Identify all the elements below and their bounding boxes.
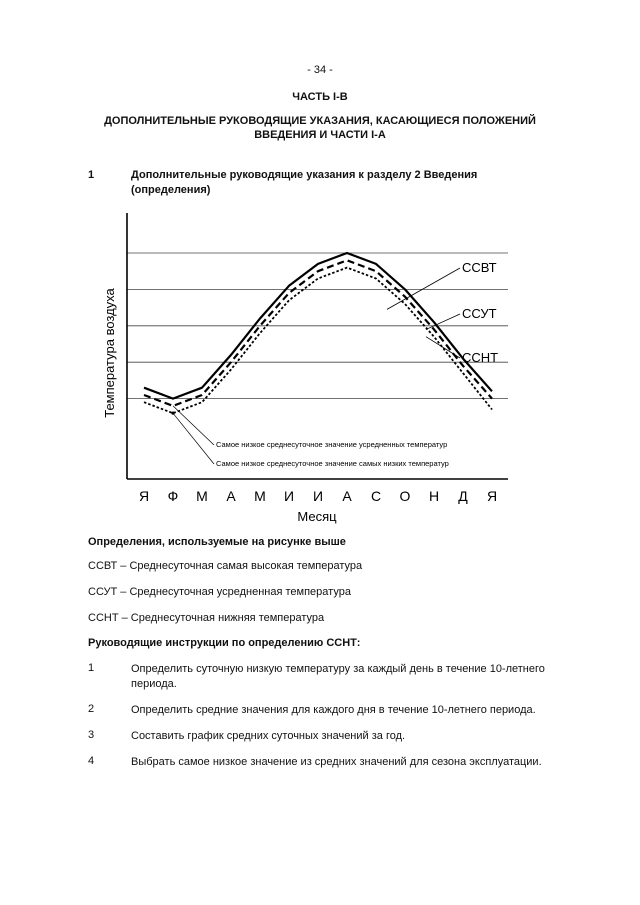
- temperature-chart: [96, 213, 516, 528]
- main-title-line2: ВВЕДЕНИЯ И ЧАСТИ I-A: [254, 129, 386, 141]
- legend-leader: [426, 314, 460, 329]
- annotation-marker: [171, 412, 174, 415]
- x-tick-label: Н: [428, 488, 440, 504]
- x-tick-label: Ф: [167, 488, 179, 504]
- definition-text: – Среднесуточная нижняя температура: [118, 612, 325, 624]
- x-tick-labels: [139, 488, 497, 504]
- legend-label-3: ССНТ: [462, 350, 499, 365]
- x-axis-label: Месяц: [297, 509, 337, 524]
- instruction-text: Составить график средних суточных значений за год.: [131, 730, 406, 742]
- section-title: [131, 168, 571, 198]
- x-tick-label: И: [312, 488, 324, 504]
- x-tick-label: С: [370, 488, 382, 504]
- chart-gridlines: [127, 253, 508, 399]
- x-tick-label: Я: [486, 488, 498, 504]
- instructions-heading: Руководящие инструкции по определению ССНТ:: [88, 637, 361, 649]
- annotation-avg: Самое низкое среднесуточное значение усредненных температур: [216, 440, 448, 449]
- chart-annotations: [171, 406, 448, 468]
- legend-label-2: ССУТ: [462, 306, 497, 321]
- instruction-number: 1: [88, 662, 95, 674]
- instruction-number: 3: [88, 729, 95, 741]
- definitions-heading: Определения, используемые на рисунке выше: [88, 536, 346, 548]
- definition-abbr: ССУТ: [88, 586, 118, 598]
- series-line-2: [144, 260, 492, 406]
- definition-abbr: ССВТ: [88, 560, 118, 572]
- x-tick-label: Д: [458, 488, 468, 504]
- x-tick-label: А: [342, 488, 352, 504]
- section-title-line1: Дополнительные руководящие указания к разделу 2 Введения: [131, 169, 478, 181]
- annotation-low: Самое низкое среднесуточное значение самых низких температур: [216, 459, 449, 468]
- definition-item: [88, 560, 362, 572]
- x-tick-label: М: [254, 488, 266, 504]
- definition-text: – Среднесуточная усредненная температура: [117, 586, 351, 598]
- definition-text: – Среднесуточная самая высокая температура: [117, 560, 363, 572]
- instruction-text: Выбрать самое низкое значение из средних значений для сезона эксплуатации.: [131, 756, 542, 768]
- definition-item: [88, 586, 351, 598]
- x-tick-label: И: [283, 488, 295, 504]
- section-number: 1: [88, 169, 95, 181]
- definition-item: [88, 612, 324, 624]
- chart-series: [144, 253, 492, 413]
- x-tick-label: Я: [138, 488, 150, 504]
- instruction-number: 2: [88, 703, 95, 715]
- legend-leader: [387, 268, 460, 309]
- annotation-leader: [173, 413, 214, 464]
- instruction-text: Определить суточную низкую температуру за каждый день в течение 10-летнего периода.: [131, 663, 545, 690]
- page-number: - 34 -: [307, 64, 333, 76]
- legend-label-1: ССВТ: [462, 260, 497, 275]
- instruction-text: Определить средние значения для каждого дня в течение 10-летнего периода.: [131, 704, 536, 716]
- definition-abbr: ССНТ: [88, 612, 119, 624]
- main-title-line1: ДОПОЛНИТЕЛЬНЫЕ РУКОВОДЯЩИЕ УКАЗАНИЯ, КАСАЮЩИЕСЯ ПОЛОЖЕНИЙ: [104, 115, 536, 127]
- section-title-line2: (определения): [131, 184, 211, 196]
- x-tick-label: А: [226, 488, 236, 504]
- x-tick-label: М: [196, 488, 208, 504]
- chart-legend: [387, 260, 498, 365]
- part-title: ЧАСТЬ I-B: [292, 91, 348, 103]
- instruction-number: 4: [88, 755, 95, 767]
- x-tick-label: О: [399, 488, 411, 504]
- y-axis-label: Температура воздуха: [102, 288, 117, 418]
